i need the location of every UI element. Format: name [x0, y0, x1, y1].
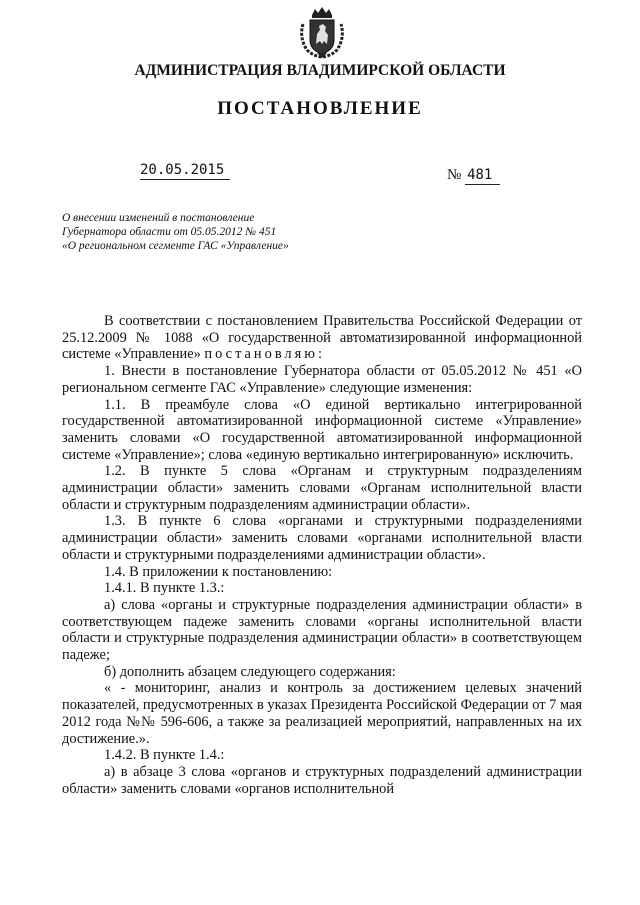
body-paragraph: 1.2. В пункте 5 слова «Органам и структурным подразделениям администрации области» заменить словами «Органам исполнительной власти области и структурным подразделениям администрации области». [62, 463, 582, 513]
body-paragraph: 1.3. В пункте 6 слова «органами и структурными подразделениями администрации области» заменить словами «органами исполнительной власти области и структурными подразделениями администрации области». [62, 513, 582, 563]
document-body [62, 313, 582, 797]
organization-name: АДМИНИСТРАЦИЯ ВЛАДИМИРСКОЙ ОБЛАСТИ [134, 62, 506, 79]
body-paragraph: б) дополнить абзацем следующего содержания: [104, 663, 396, 680]
body-paragraph: а) слова «органы и структурные подразделения администрации области» в соответствующем падеже заменить словами «органы исполнительной власти области и структурные подразделения администрации области» в соответствующем падеже; [62, 596, 582, 664]
number-sign: № [447, 167, 462, 183]
body-paragraph: а) в абзаце 3 слова «органов и структурных подразделений администрации области» заменить словами «органов исполнительной [62, 763, 582, 797]
body-paragraph: 1.4. В приложении к постановлению: [104, 563, 333, 580]
body-paragraph: « - мониторинг, анализ и контроль за достижением целевых значений показателей, предусмотренных в указах Президента Российской Федерации от 7 мая 2012 года №№ 596-606, а также за реализацией мероприятий, направленных на их достижение.». [62, 680, 582, 747]
coat-of-arms-icon [297, 6, 347, 60]
document-date: 20.05.2015 [140, 162, 230, 180]
document-type: ПОСТАНОВЛЕНИЕ [217, 98, 423, 119]
document-subject [62, 211, 362, 253]
body-paragraph: 1. Внести в постановление Губернатора области от 05.05.2012 № 451 «О региональном сегменте ГАС «Управление» следующие изменения: [62, 363, 582, 396]
body-paragraph: 1.4.1. В пункте 1.3.: [104, 580, 225, 597]
subject-line: О внесении изменений в постановление [62, 212, 255, 224]
body-paragraph: В соответствии с постановлением Правительства Российской Федерации от 25.12.2009 № 1088 «О государственной автоматизированной информационной системе «Управление» постановляю: [62, 313, 582, 363]
body-paragraph: 1.4.2. В пункте 1.4.: [104, 747, 225, 764]
subject-line: «О региональном сегменте ГАС «Управление» [62, 240, 289, 252]
number-value: 481 [465, 167, 500, 185]
subject-line: Губернатора области от 05.05.2012 № 451 [62, 226, 277, 238]
body-paragraph: 1.1. В преамбуле слова «О единой вертикально интегрированной государственной автоматизированной информационной системе «Управление» заменить словами «О государственной автоматизированной информационной системе «Управление»; слова «единую вертикально интегрированную» исключить. [62, 396, 582, 463]
document-number [447, 167, 500, 184]
